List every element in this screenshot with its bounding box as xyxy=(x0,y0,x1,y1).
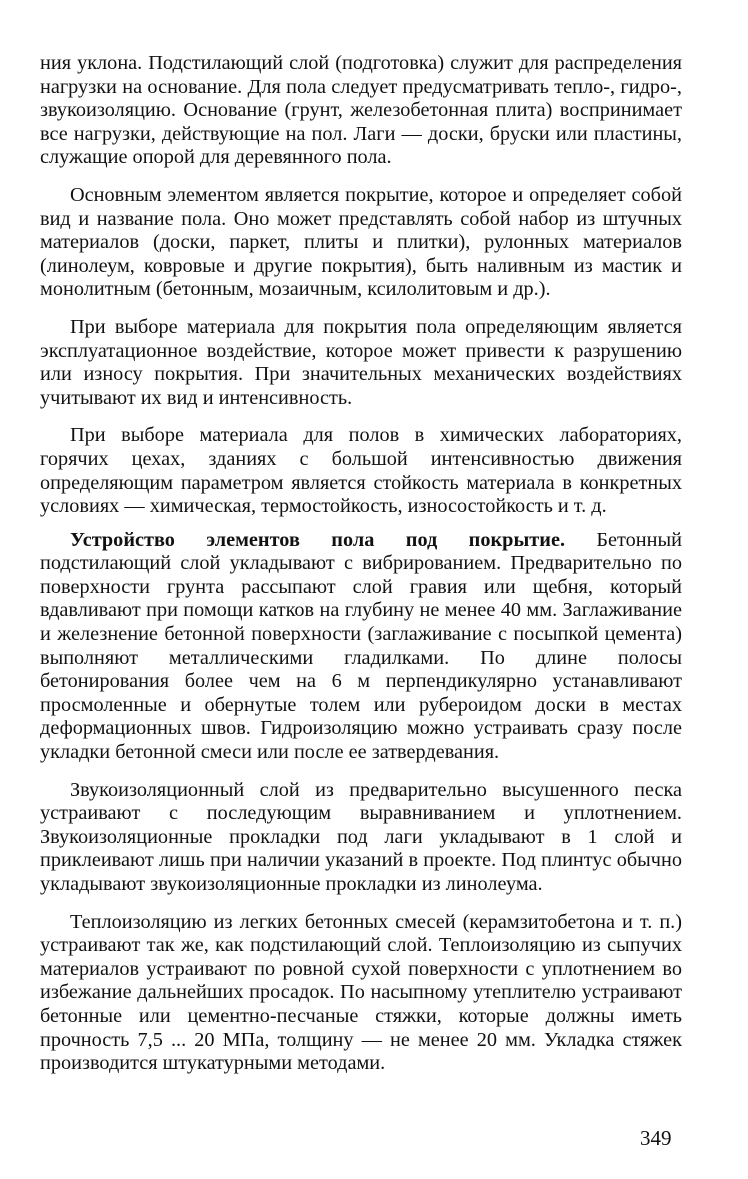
page-number: 349 xyxy=(640,1126,672,1150)
paragraph-3: При выборе материала для покрытия пола определяющим является эксплуатационное воздействие, которое может привести к разрушению или износу покрытия. При значительных механических воздействиях учитывают их вид и интенсивность. xyxy=(40,315,682,409)
paragraph-7: Теплоизоляцию из легких бетонных смесей (керамзитобетона и т. п.) устраивают так же, как подстилающий слой. Теплоизоляцию из сыпучих материалов устраивают по ровной сухой поверхности с уплотнением во избежание дальнейших просадок. По насыпному утеплителю устраивают бетонные или цементно-песчаные стяжки, которые должны иметь прочность 7,5 ... 20 МПа, толщину — не менее 20 мм. Укладка стяжек производится штукатурными методами. xyxy=(40,910,682,1075)
paragraph-5-text: Бетонный подстилающий слой укладывают с вибрированием. Предварительно по поверхности грунта рассыпают слой гравия или щебня, который вдавливают при помощи катков на глубину не менее 40 мм. Заглаживание и железнение бетонной поверхности (заглаживание с посыпкой цемента) выполняют металлическими гладилками. По длине полосы бетонирования более чем на 6 м перпендикулярно устанавливают просмоленные и обернутые толем или рубероидом доски в местах деформационных швов. Гидроизоляцию можно устраивать сразу после укладки бетонной смеси или после ее затвердевания. xyxy=(40,528,682,764)
paragraph-2: Основным элементом является покрытие, которое и определяет собой вид и название пола. Оно может представлять собой набор из штучных материалов (доски, паркет, плиты и плитки), рулонных материалов (линолеум, ковровые и другие покрытия), быть наливным из мастик и монолитным (бетонным, мозаичным, ксилолитовым и др.). xyxy=(40,183,682,301)
section-heading: Устройство элементов пола под покрытие. xyxy=(70,528,566,551)
paragraph-5 xyxy=(40,529,682,765)
page-body xyxy=(40,52,682,1076)
paragraph-6: Звукоизоляционный слой из предварительно высушенного песка устраивают с последующим выравниванием и уплотнением. Звукоизоляционные прокладки под лаги укладывают в 1 слой и приклеивают лишь при наличии указаний в проекте. Под плинтус обычно укладывают звукоизоляционные прокладки из линолеума. xyxy=(40,778,682,895)
paragraph-4: При выборе материала для полов в химических лабораториях, горячих цехах, зданиях с большой интенсивностью движения определяющим параметром является стойкость материала в конкретных условиях — химическая, термостойкость, износостойкость и т. д. xyxy=(40,424,682,518)
paragraph-1: ния уклона. Подстилающий слой (подготовка) служит для распределения нагрузки на основание. Для пола следует предусматривать тепло-, гидро-, звукоизоляцию. Основание (грунт, железобетонная плита) воспринимает все нагрузки, действующие на пол. Лаги — доски, бруски или пластины, служащие опорой для деревянного пола. xyxy=(40,52,682,169)
